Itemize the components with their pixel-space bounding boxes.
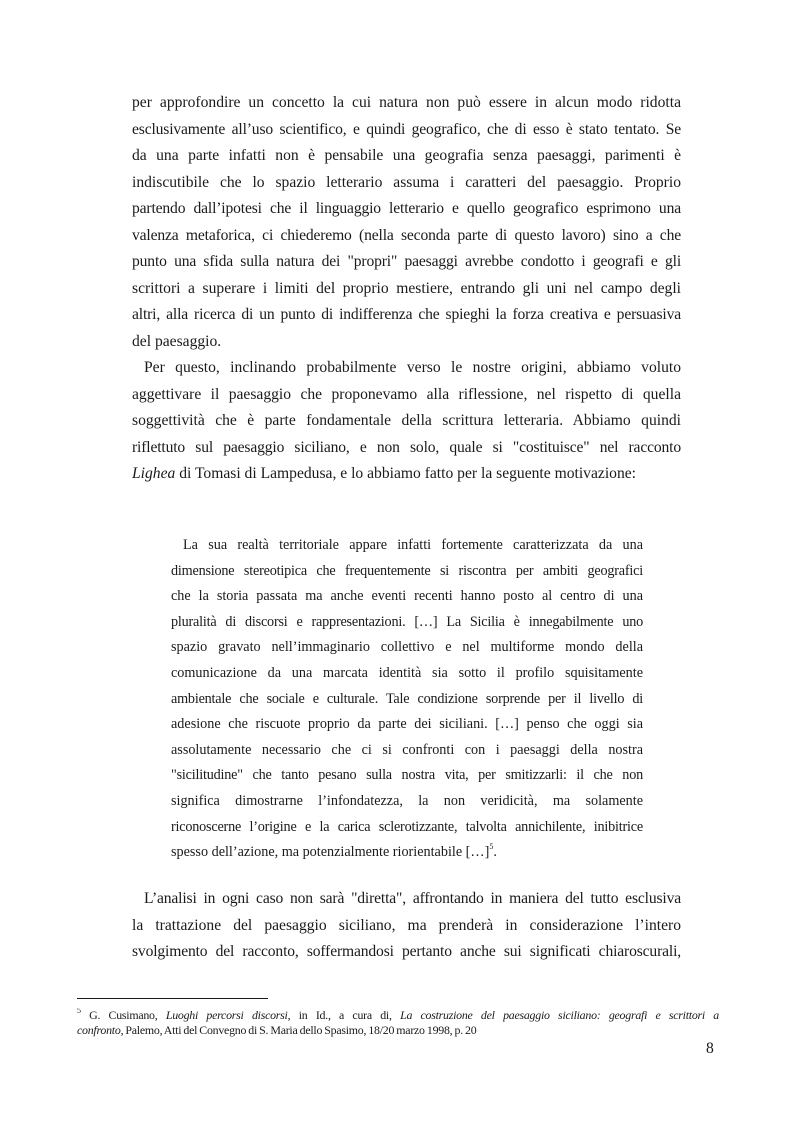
quote-line: che la storia passata ma anche eventi recenti hanno posto al centro di una [171,588,643,605]
text-line: riflettuto sul paesaggio siciliano, e non solo, quale si "costituisce" nel racconto [132,438,681,456]
text-line: la trattazione del paesaggio siciliano, ma prenderà in considerazione l’intero [132,916,681,934]
text-line: aggettivare il paesaggio che proponevamo alla riflessione, nel rispetto di quella [132,385,681,403]
paragraph-1 [132,90,681,355]
text-line [132,461,681,488]
quote-line: dimensione stereotipica che frequentemente si riscontra per ambiti geografici [171,562,643,579]
quote-line: adesione che riscuote proprio da parte dei siciliani. […] penso che oggi sia [171,716,643,733]
text-span: G. Cusimano, [80,1008,166,1022]
paragraph-3 [132,886,681,966]
text-line: del paesaggio. [132,332,222,350]
text-line: per approfondire un concetto la cui natura non può essere in alcun modo ridotta [132,94,681,111]
text-line: esclusivamente all’uso scientifico, e quindi geografico, che di esso è stato tentato. Se [132,120,681,138]
quote-line: spazio gravato nell’immaginario collettivo e nel multiforme mondo della [171,639,643,656]
text-line: valenza metaforica, ci chiederemo (nella seconda parte di questo lavoro) sino a che [132,226,681,244]
text-line: partendo dall’ipotesi che il linguaggio letterario e quello geografico esprimono una [132,200,681,217]
paragraph-2 [132,355,681,488]
work-title: Lighea [132,465,176,482]
quote-line: riconoscerne l’origine e la carica sclerotizzante, talvolta annichilente, inibitrice [171,818,643,835]
footnote-reference[interactable]: 5 [489,842,494,852]
quote-line: pluralità di discorsi e rappresentazioni. […] La Sicilia è innegabilmente uno [171,613,643,630]
text-span: spesso dell’azione, ma potenzialmente riorientabile […] [171,844,490,861]
cited-title: confronto [77,1023,121,1037]
block-quote [171,533,643,866]
text-line: indiscutibile che lo spazio letterario assuma i caratteri del paesaggio. Proprio [132,173,681,191]
footnote-line [77,1023,719,1038]
text-span: , in Id., a cura di, [287,1008,401,1022]
quote-line: spesso dell’azione, ma potenzialmente riorientabile […]$^5$. [171,842,497,861]
text-line: scrittori a superare i limiti del proprio mestiere, entrando gli uni nel campo degli [132,279,681,297]
quote-line: assolutamente necessario che ci si confronti con i paesaggi della nostra [171,741,643,758]
quote-line: La sua realtà territoriale appare infatti fortemente caratterizzata da una [183,537,643,553]
text-line: svolgimento del racconto, soffermandosi pertanto anche sui significati chiaroscurali, [132,943,681,960]
quote-line: ambientale che sociale e culturale. Tale condizione sorprende per il livello di [171,690,643,707]
page-number: 8 [706,1040,714,1057]
footnote-number: 5 [77,1008,81,1016]
text-line: soggettività che è parte fondamentale della scrittura letteraria. Abbiamo quindi [132,412,681,429]
cited-title: Luoghi percorsi discorsi [165,1008,288,1022]
text-line: punto una sfida sulla natura dei "propri" paesaggi avrebbe condotto i geografi e gli [132,253,681,270]
footnote-5 [77,1008,719,1038]
cited-title: La costruzione del paesaggio siciliano: geografi e scrittori a [400,1008,719,1022]
text-span: di Tomasi di Lampedusa, e lo abbiamo fatto per la seguente motivazione: [175,465,636,482]
text-line: altri, alla ricerca di un punto di indifferenza che spieghi la forza creativa e persuasiva [132,306,681,323]
text-line: Per questo, inclinando probabilmente verso le nostre origini, abbiamo voluto [144,359,681,376]
text-span: , Palemo, Atti del Convegno di S. Maria dello Spasimo, 18/20 marzo 1998, p. 20 [120,1023,477,1037]
text-line: da una parte infatti non è pensabile una geografia senza paesaggi, parimenti è [132,147,681,164]
body-text [132,90,681,488]
footnote-line [77,1008,719,1023]
text-line: L’analisi in ogni caso non sarà "diretta", affrontando in maniera del tutto esclusiva [144,890,681,907]
footnote-separator [77,998,268,999]
quote-line: comunicazione da una marcata identità sia sotto il profilo squisitamente [171,664,643,681]
quote-line: "sicilitudine" che tanto pesano sulla nostra vita, per smitizzarli: il che non [171,767,643,784]
quote-line: significa dimostrarne l’infondatezza, la non veridicità, ma solamente [171,792,643,809]
